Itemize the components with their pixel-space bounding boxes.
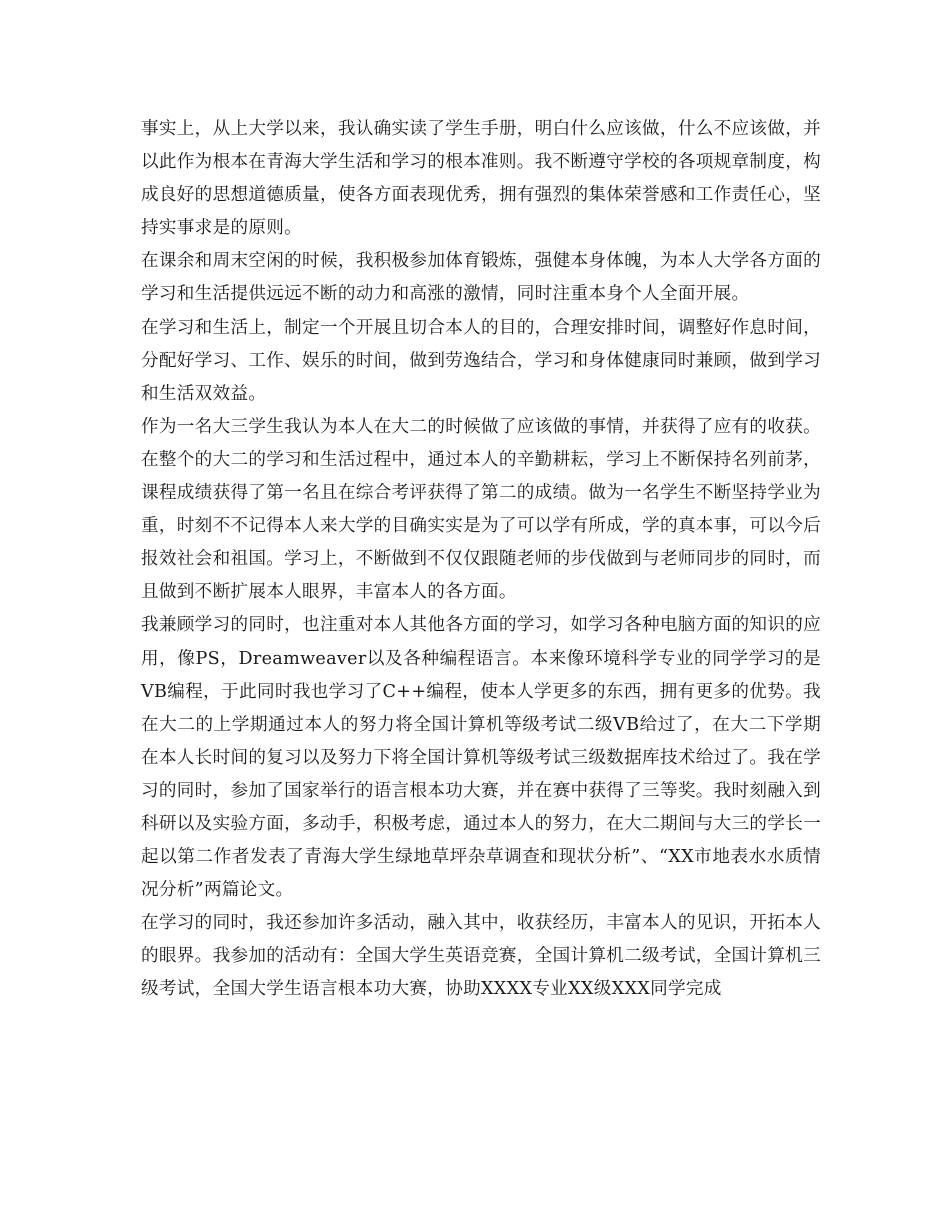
paragraph-1: 事实上，从上大学以来，我认确实读了学生手册，明白什么应该做，什么不应该做，并以此作为根本在青海大学生活和学习的根本准则。我不断遵守学校的各项规章制度，构成良好的思想道德质量，使各方面表现优秀，拥有强烈的集体荣誉感和工作责任心，坚持实事求是的原则。 (141, 119, 821, 239)
paragraph-5: 我兼顾学习的同时，也注重对本人其他各方面的学习，如学习各种电脑方面的知识的应用，像PS，Dreamweaver以及各种编程语言。本来像环境科学专业的同学学习的是VB编程，于此同时我也学习了C++编程，使本人学更多的东西，拥有更多的优势。我在大二的上学期通过本人的努力将全国计算机等级考试二级VB给过了，在大二下学期在本人长时间的复习以及努力下将全国计算机等级考试三级数据库技术给过了。我在学习的同时，参加了国家举行的语言根本功大赛，并在赛中获得了三等奖。我时刻融入到科研以及实验方面，多动手，积极考虑，通过本人的努力，在大二期间与大三的学长一起以第二作者发表了青海大学生绿地草坪杂草调查和现状分析”、“XX市地表水水质情况分析”两篇论文。 (141, 615, 821, 901)
paragraph-3: 在学习和生活上，制定一个开展且切合本人的目的，合理安排时间，调整好作息时间，分配好学习、工作、娱乐的时间，做到劳逸结合，学习和身体健康同时兼顾，做到学习和生活双效益。 (141, 317, 821, 404)
paragraph-4: 作为一名大三学生我认为本人在大二的时候做了应该做的事情，并获得了应有的收获。在整个的大二的学习和生活过程中，通过本人的辛勤耕耘，学习上不断保持名列前茅，课程成绩获得了第一名且在综合考评获得了第二的成绩。做为一名学生不断坚持学业为重，时刻不不记得本人来大学的目确实实是为了可以学有所成，学的真本事，可以今后报效社会和祖国。学习上，不断做到不仅仅跟随老师的步伐做到与老师同步的同时，而且做到不断扩展本人眼界，丰富本人的各方面。 (141, 416, 821, 603)
paragraph-6: 在学习的同时，我还参加许多活动，融入其中，收获经历，丰富本人的见识，开拓本人的眼界。我参加的活动有：全国大学生英语竞赛，全国计算机二级考试，全国计算机三级考试，全国大学生语言根本功大赛，协助XXXX专业XX级XXX同学完成 (141, 913, 821, 1000)
document-body (141, 113, 821, 1007)
paragraph-2: 在课余和周末空闲的时候，我积极参加体育锻炼，强健本身体魄，为本人大学各方面的学习和生活提供远远不断的动力和高涨的激情，同时注重本身个人全面开展。 (141, 251, 821, 305)
